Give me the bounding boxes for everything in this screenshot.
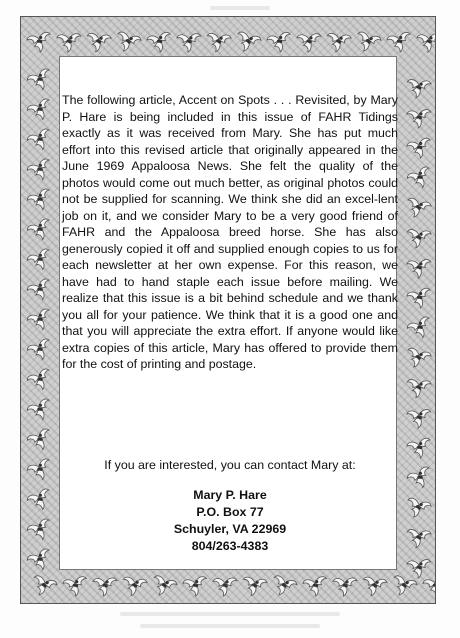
holly-sprig-icon	[26, 218, 55, 244]
holly-sprig-icon	[406, 166, 435, 192]
contact-city: Schuyler, VA 22969	[173, 522, 287, 536]
holly-sprig-icon	[270, 575, 298, 599]
holly-sprig-icon	[26, 338, 55, 364]
holly-sprig-icon	[241, 577, 267, 598]
holly-sprig-icon	[386, 31, 414, 54]
holly-sprig-icon	[26, 98, 55, 124]
holly-sprig-icon	[407, 409, 432, 429]
holly-sprig-icon	[234, 31, 262, 55]
holly-sprig-icon	[26, 458, 55, 484]
holly-sprig-icon	[406, 137, 434, 160]
holly-sprig-icon	[26, 518, 55, 544]
contact-phone: 804/263-4383	[191, 539, 269, 553]
holly-sprig-icon	[406, 437, 434, 460]
holly-sprig-icon	[93, 578, 118, 597]
holly-sprig-icon	[26, 278, 55, 304]
holly-sprig-icon	[26, 488, 55, 514]
holly-sprig-icon	[406, 316, 435, 342]
contact-address	[60, 487, 400, 555]
article-body: The following article, Accent on Spots . . . Revisited, by Mary P. Hare is being included in this issue of FAHR Tidings exactly as it was received from Mary. She has put much effort into this revised article that originally appeared in the June 1969 Appaloosa News. She felt the quality of the photos would come out much better, as original photos could not be supplied for scanning. We think she did an excel-lent job on it, and we consider Mary to be a very good friend of FAHR and the Appaloosa breed horse. She has also generously copied it off and supplied enough copies to us for each newsletter at her own expense. For this reason, we have had to hand staple each issue before mailing. We realize that this issue is a bit behind schedule and we thank you all for your patience. We think that it is a good one and that you will appreciate the extra effort. If anyone would like extra copies of this article, Mary has offered to provide them for the cost of printing and postage.	[62, 93, 398, 371]
holly-sprig-icon	[26, 398, 55, 424]
holly-sprig-icon	[406, 466, 435, 492]
holly-sprig-icon	[404, 197, 432, 220]
holly-sprig-icon	[407, 259, 432, 279]
holly-sprig-icon	[86, 33, 112, 53]
holly-sprig-icon	[404, 497, 432, 520]
contact-name: Mary P. Hare	[193, 488, 267, 502]
holly-sprig-icon	[121, 577, 147, 598]
holly-sprig-icon	[26, 248, 55, 274]
holly-sprig-icon	[30, 575, 58, 599]
holly-sprig-icon	[177, 33, 202, 52]
holly-sprig-icon	[26, 548, 55, 574]
holly-sprig-icon	[417, 33, 436, 52]
holly-sprig-icon	[26, 368, 55, 394]
holly-sprig-icon	[407, 559, 432, 579]
holly-sprig-icon	[354, 31, 382, 55]
holly-sprig-icon	[406, 79, 431, 99]
contact-intro: If you are interested, you can contact Mary at:	[104, 458, 356, 472]
holly-sprig-icon	[26, 308, 55, 334]
holly-sprig-icon	[406, 529, 431, 549]
holly-sprig-icon	[26, 31, 54, 54]
holly-sprig-icon	[404, 347, 432, 370]
holly-sprig-icon	[266, 31, 294, 54]
holly-sprig-icon	[326, 33, 352, 53]
holly-sprig-icon	[57, 33, 82, 52]
holly-sprig-icon	[390, 575, 418, 599]
contact-po-box: P.O. Box 77	[196, 505, 264, 519]
holly-sprig-icon	[146, 31, 174, 54]
holly-sprig-icon	[26, 428, 55, 454]
holly-sprig-icon	[213, 578, 238, 597]
holly-sprig-icon	[297, 33, 322, 52]
holly-sprig-icon	[114, 31, 142, 55]
holly-sprig-icon	[26, 188, 55, 214]
holly-sprig-icon	[302, 576, 329, 598]
holly-sprig-icon	[182, 576, 209, 598]
holly-sprig-icon	[406, 379, 431, 399]
holly-sprig-icon	[333, 578, 358, 597]
holly-sprig-icon	[422, 576, 436, 598]
holly-sprig-icon	[26, 128, 55, 154]
holly-sprig-icon	[206, 33, 232, 53]
holly-sprig-icon	[406, 229, 431, 249]
holly-sprig-icon	[407, 109, 432, 129]
holly-sprig-icon	[26, 68, 55, 94]
holly-sprig-icon	[361, 577, 387, 598]
holly-sprig-icon	[150, 575, 178, 599]
holly-sprig-icon	[406, 287, 434, 310]
holly-sprig-icon	[26, 158, 55, 184]
holly-sprig-icon	[62, 576, 89, 598]
